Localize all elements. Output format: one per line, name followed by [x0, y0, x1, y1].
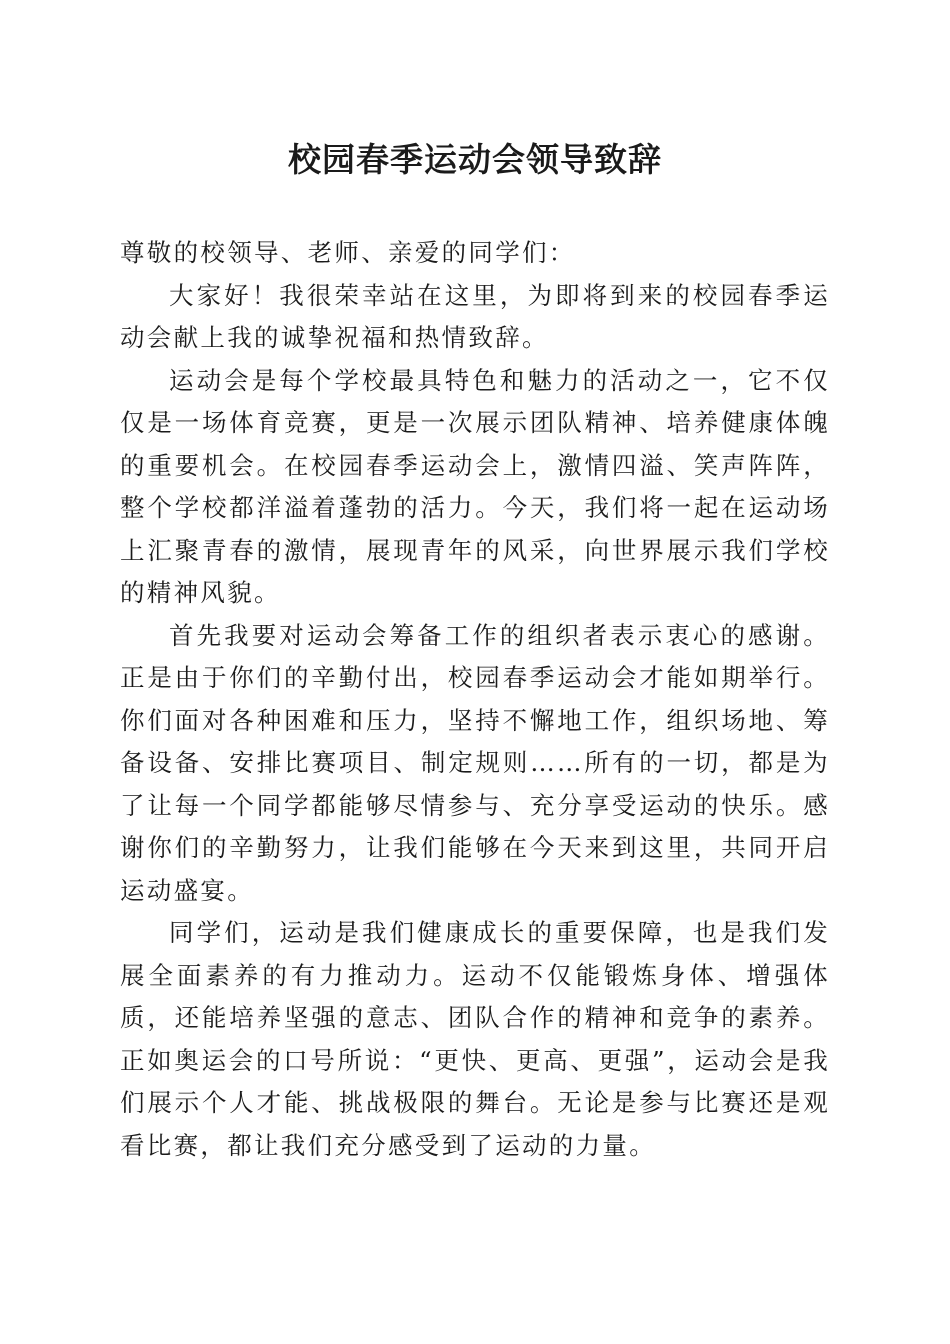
document-body — [120, 232, 830, 1167]
paragraph-sport-value: 同学们，运动是我们健康成长的重要保障，也是我们发展全面素养的有力推动力。运动不仅能锻炼身体、增强体质，还能培养坚强的意志、团队合作的精神和竞争的素养。正如奥运会的口号所说：“更快、更高、更强”，运动会是我们展示个人才能、挑战极限的舞台。无论是参与比赛还是观看比赛，都让我们充分感受到了运动的力量。 — [120, 918, 830, 1160]
document-title: 校园春季运动会领导致辞 — [288, 140, 662, 179]
salutation: 尊敬的校领导、老师、亲爱的同学们： — [120, 238, 576, 267]
paragraph-thanks: 首先我要对运动会筹备工作的组织者表示衷心的感谢。正是由于你们的辛勤付出，校园春季运动会才能如期举行。你们面对各种困难和压力，坚持不懈地工作，组织场地、筹备设备、安排比赛项目、制定规则……所有的一切，都是为了让每一个同学都能够尽情参与、充分享受运动的快乐。感谢你们的辛勤努力，让我们能够在今天来到这里，共同开启运动盛宴。 — [120, 620, 830, 905]
paragraph-greeting: 大家好！我很荣幸站在这里，为即将到来的校园春季运动会献上我的诚挚祝福和热情致辞。 — [120, 280, 830, 352]
paragraph-significance: 运动会是每个学校最具特色和魅力的活动之一，它不仅仅是一场体育竞赛，更是一次展示团队精神、培养健康体魄的重要机会。在校园春季运动会上，激情四溢、笑声阵阵，整个学校都洋溢着蓬勃的活力。今天，我们将一起在运动场上汇聚青春的激情，展现青年的风采，向世界展示我们学校的精神风貌。 — [120, 365, 830, 607]
